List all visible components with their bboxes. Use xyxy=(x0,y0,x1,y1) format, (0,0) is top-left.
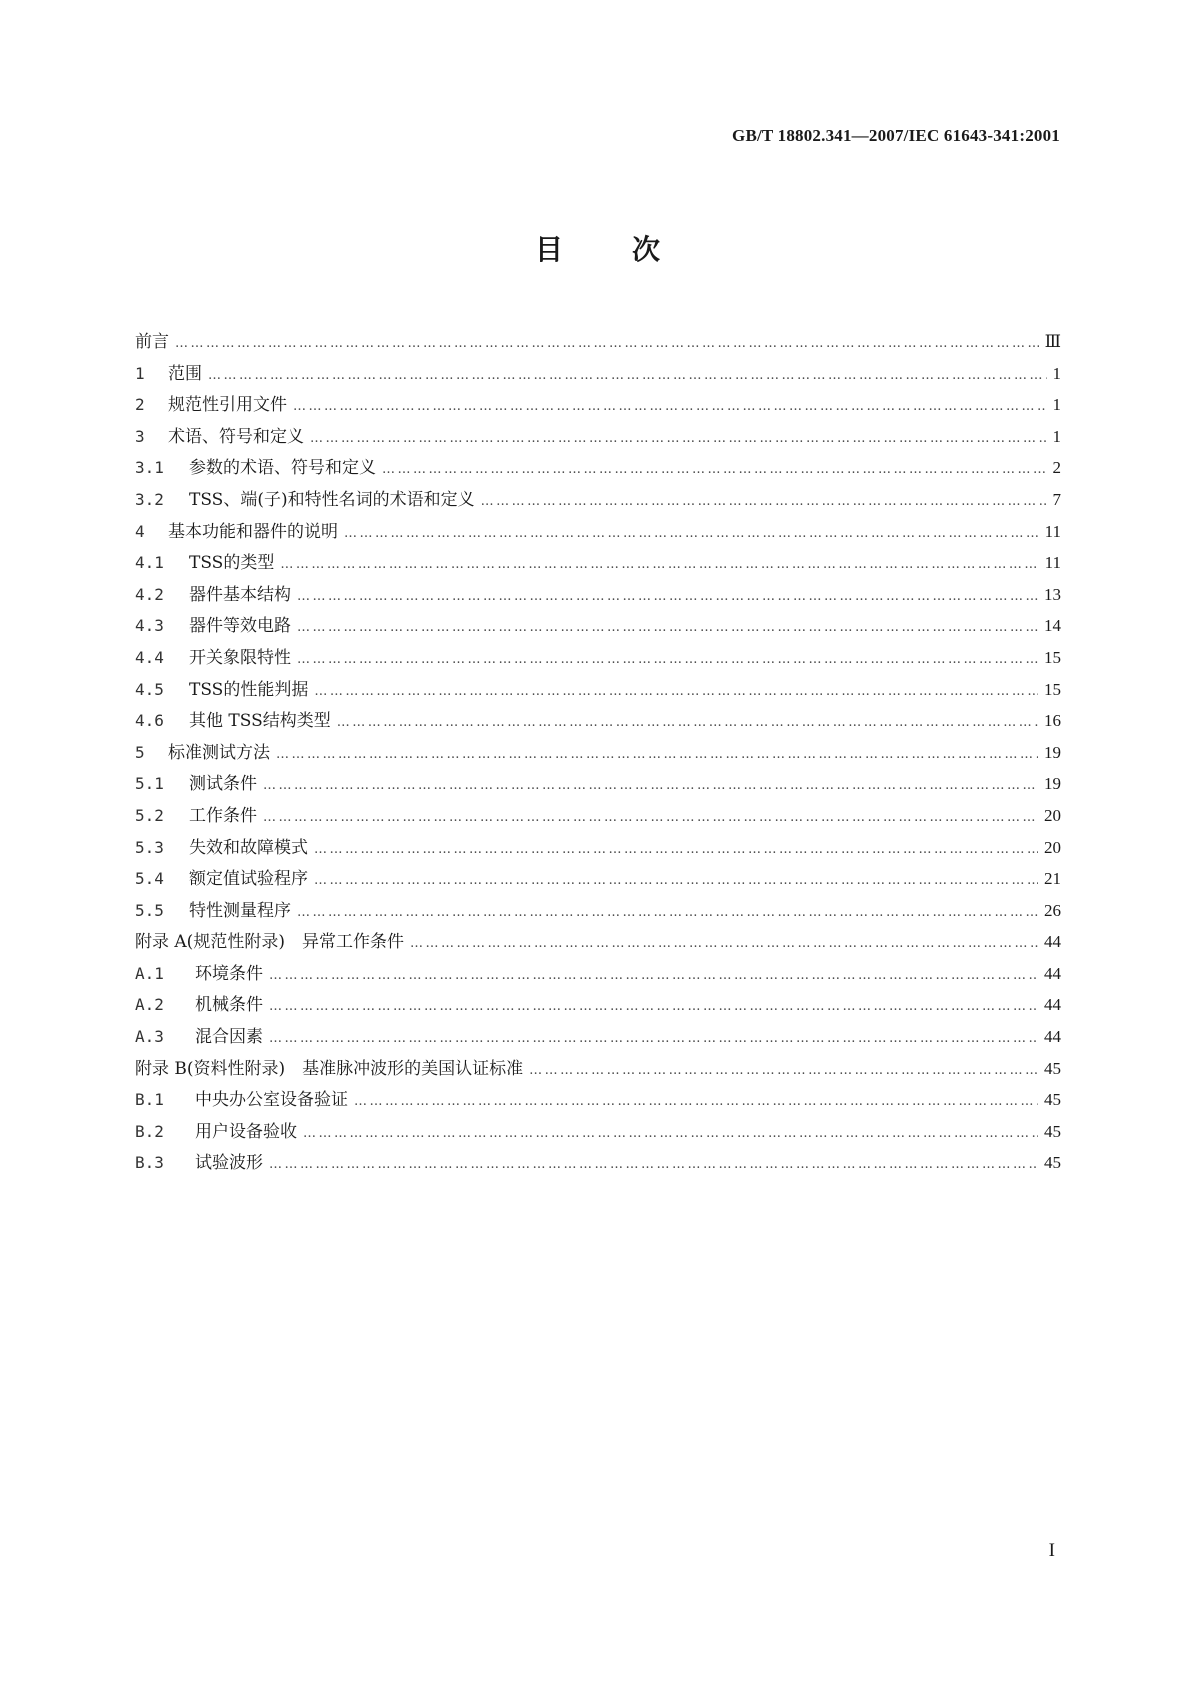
toc-entry-title: 附录 A(规范性附录) 异常工作条件 xyxy=(135,932,404,953)
toc-entry[interactable] xyxy=(135,769,1061,801)
toc-entry-number: B.2 xyxy=(135,1121,164,1141)
toc-entry-page: 26 xyxy=(1044,900,1061,920)
toc-leader-dots xyxy=(280,557,1038,572)
toc-entry-page: 7 xyxy=(1052,489,1061,509)
toc-leader-dots xyxy=(269,999,1038,1014)
toc-entry-page: 15 xyxy=(1044,679,1061,699)
toc-leader-dots xyxy=(481,494,1047,509)
toc-entry[interactable] xyxy=(135,1054,1061,1086)
toc-leader-dots xyxy=(354,1094,1038,1109)
toc-entry-title: 规范性引用文件 xyxy=(168,395,287,416)
toc-leader-dots xyxy=(314,684,1038,699)
toc-entry-number: 1 xyxy=(135,363,145,383)
toc-entry-title: 标准测试方法 xyxy=(168,742,270,763)
toc-entry-title: 参数的术语、符号和定义 xyxy=(189,458,376,479)
toc-entry-number: 4.6 xyxy=(135,711,164,731)
toc-leader-dots xyxy=(276,747,1038,762)
toc-entry-page: 16 xyxy=(1044,711,1061,731)
toc-entry-title: 额定值试验程序 xyxy=(189,869,308,890)
toc-entry-number: 4.4 xyxy=(135,647,164,667)
toc-entry[interactable] xyxy=(135,1085,1061,1117)
toc-entry-title: 测试条件 xyxy=(189,774,257,795)
toc-leader-dots xyxy=(310,431,1047,446)
toc-entry-page: 11 xyxy=(1044,553,1061,573)
toc-entry-page: 44 xyxy=(1044,932,1061,952)
toc-entry-page: 1 xyxy=(1052,363,1061,383)
toc-entry-number: 4.1 xyxy=(135,553,164,573)
toc-entry[interactable] xyxy=(135,738,1061,770)
toc-entry-title: 前言 xyxy=(135,332,169,352)
toc-leader-dots xyxy=(263,778,1038,793)
toc-entry-title: 机械条件 xyxy=(195,995,263,1016)
toc-entry[interactable] xyxy=(135,990,1061,1022)
toc-leader-dots xyxy=(297,589,1038,604)
toc-entry[interactable] xyxy=(135,927,1061,959)
toc-entry-number: 5.1 xyxy=(135,774,164,794)
toc-entry-number: 3.2 xyxy=(135,489,164,509)
toc-entry-page: 45 xyxy=(1044,1058,1061,1078)
toc-entry-page: 1 xyxy=(1052,426,1061,446)
toc-entry-page: 19 xyxy=(1044,774,1061,794)
toc-entry-number: 5.2 xyxy=(135,805,164,825)
toc-entry-page: 15 xyxy=(1044,647,1061,667)
toc-leader-dots xyxy=(269,1157,1038,1172)
toc-entry[interactable] xyxy=(135,706,1061,738)
toc-entry-title: 器件等效电路 xyxy=(189,616,291,637)
toc-entry[interactable] xyxy=(135,485,1061,517)
toc-entry-page: 21 xyxy=(1044,869,1061,889)
toc-entry-page: 1 xyxy=(1052,395,1061,415)
toc-entry-title: 开关象限特性 xyxy=(189,647,291,668)
toc-entry-page: 19 xyxy=(1044,742,1061,762)
toc-entry[interactable] xyxy=(135,422,1061,454)
toc-entry-number: A.3 xyxy=(135,1027,164,1047)
toc-entry-title: 混合因素 xyxy=(195,1027,263,1048)
toc-entry-title: 器件基本结构 xyxy=(189,584,291,605)
toc-leader-dots xyxy=(382,462,1047,477)
toc-entry[interactable] xyxy=(135,1117,1061,1149)
toc-entry-number: A.1 xyxy=(135,963,164,983)
toc-entry-title: 失效和故障模式 xyxy=(189,837,308,858)
toc-leader-dots xyxy=(208,368,1047,383)
toc-entry-number: B.3 xyxy=(135,1153,164,1173)
toc-entry-title: 中央办公室设备验证 xyxy=(195,1090,348,1111)
toc-entry-number: 4 xyxy=(135,521,145,541)
toc-entry-title: 其他 TSS结构类型 xyxy=(189,711,331,732)
standard-code: GB/T 18802.341—2007/IEC 61643-341:2001 xyxy=(732,126,1060,145)
toc-entry[interactable] xyxy=(135,959,1061,991)
toc-entry-title: 工作条件 xyxy=(189,805,257,826)
toc-entry-number: 5.3 xyxy=(135,837,164,857)
toc-entry-page: 20 xyxy=(1044,805,1061,825)
toc-entry[interactable] xyxy=(135,580,1061,612)
page-title-char: 次 xyxy=(631,233,660,266)
toc-entry-title: TSS、端(子)和特性名词的术语和定义 xyxy=(189,489,475,510)
toc-entry[interactable] xyxy=(135,801,1061,833)
toc-entry-number: 3.1 xyxy=(135,458,164,478)
page-number: I xyxy=(1048,1540,1055,1561)
toc-entry-number: 4.2 xyxy=(135,584,164,604)
toc-entry-page: 45 xyxy=(1044,1153,1061,1173)
toc-entry-title: TSS的性能判据 xyxy=(189,679,309,700)
toc-entry-title: 基本功能和器件的说明 xyxy=(168,521,338,542)
toc-leader-dots xyxy=(297,652,1038,667)
toc-entry[interactable] xyxy=(135,643,1061,675)
toc-entry[interactable] xyxy=(135,548,1061,580)
toc-entry-number: 4.5 xyxy=(135,679,164,699)
toc-leader-dots xyxy=(297,905,1038,920)
toc-leader-dots xyxy=(314,842,1038,857)
toc-entry[interactable] xyxy=(135,864,1061,896)
toc-entry-page: 2 xyxy=(1052,458,1061,478)
toc-entry-title: 术语、符号和定义 xyxy=(168,426,304,447)
toc-entry-page: Ⅲ xyxy=(1044,332,1061,351)
toc-entry-number: B.1 xyxy=(135,1090,164,1110)
toc-entry-page: 20 xyxy=(1044,837,1061,857)
toc-entry-page: 45 xyxy=(1044,1090,1061,1110)
toc-leader-dots xyxy=(337,715,1038,730)
toc-leader-dots xyxy=(293,399,1047,414)
toc-leader-dots xyxy=(344,526,1039,541)
table-of-contents xyxy=(135,327,1061,1180)
toc-leader-dots xyxy=(410,936,1038,951)
toc-entry-page: 44 xyxy=(1044,963,1061,983)
toc-entry[interactable] xyxy=(135,611,1061,643)
toc-entry-number: 4.3 xyxy=(135,616,164,636)
toc-entry[interactable] xyxy=(135,359,1061,391)
toc-entry-title: 用户设备验收 xyxy=(195,1121,297,1142)
toc-entry-page: 14 xyxy=(1044,616,1061,636)
toc-entry-page: 13 xyxy=(1044,584,1061,604)
toc-entry[interactable] xyxy=(135,453,1061,485)
toc-entry-title: 试验波形 xyxy=(195,1153,263,1174)
toc-leader-dots xyxy=(314,873,1038,888)
toc-entry-page: 44 xyxy=(1044,995,1061,1015)
toc-entry-page: 44 xyxy=(1044,1027,1061,1047)
toc-entry-page: 11 xyxy=(1044,521,1061,541)
toc-leader-dots xyxy=(297,620,1038,635)
toc-leader-dots xyxy=(269,968,1038,983)
page-title xyxy=(535,228,660,268)
toc-leader-dots xyxy=(263,810,1038,825)
toc-entry-title: 范围 xyxy=(168,363,202,384)
toc-entry-title: 附录 B(资料性附录) 基准脉冲波形的美国认证标准 xyxy=(135,1058,524,1079)
toc-entry-number: 5 xyxy=(135,742,145,762)
toc-entry[interactable] xyxy=(135,1148,1061,1180)
toc-entry-number: 2 xyxy=(135,395,145,415)
toc-entry[interactable] xyxy=(135,833,1061,865)
page-title-char: 目 xyxy=(535,233,564,266)
toc-leader-dots xyxy=(175,336,1039,351)
toc-entry[interactable] xyxy=(135,517,1061,549)
toc-entry-title: TSS的类型 xyxy=(189,553,275,574)
toc-entry-title: 环境条件 xyxy=(195,963,263,984)
toc-entry-page: 45 xyxy=(1044,1121,1061,1141)
toc-entry[interactable] xyxy=(135,896,1061,928)
toc-leader-dots xyxy=(269,1031,1038,1046)
toc-entry[interactable] xyxy=(135,1022,1061,1054)
toc-entry-title: 特性测量程序 xyxy=(189,900,291,921)
toc-entry[interactable] xyxy=(135,327,1061,359)
toc-entry-number: 3 xyxy=(135,426,145,446)
toc-entry-number: 5.5 xyxy=(135,900,164,920)
toc-leader-dots xyxy=(303,1126,1038,1141)
toc-entry[interactable] xyxy=(135,390,1061,422)
toc-entry-number: 5.4 xyxy=(135,869,164,889)
toc-entry-number: A.2 xyxy=(135,995,164,1015)
toc-entry[interactable] xyxy=(135,675,1061,707)
toc-leader-dots xyxy=(529,1063,1038,1078)
